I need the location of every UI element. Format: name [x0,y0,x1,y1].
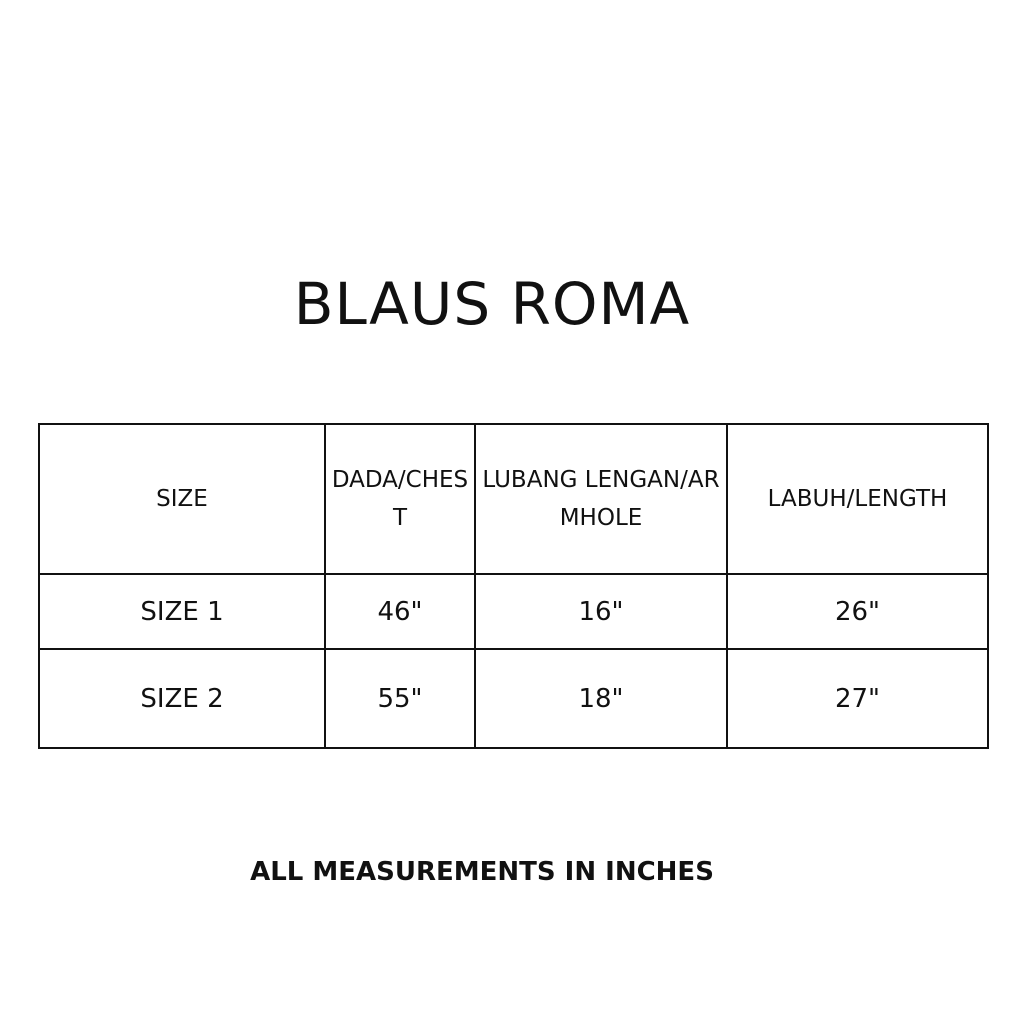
page-title: BLAUS ROMA [293,270,691,338]
cell-armhole: 18" [475,649,727,748]
cell-chest: 46" [325,574,475,649]
cell-chest: 55" [325,649,475,748]
table-header-row [39,424,988,574]
header-length: LABUH/LENGTH [727,424,988,574]
size-chart-table [38,423,989,749]
table-row [39,649,988,748]
cell-length: 26" [727,574,988,649]
cell-armhole: 16" [475,574,727,649]
cell-size: SIZE 2 [39,649,325,748]
header-size: SIZE [39,424,325,574]
cell-size: SIZE 1 [39,574,325,649]
cell-length: 27" [727,649,988,748]
table-row [39,574,988,649]
header-armhole: LUBANG LENGAN/ARMHOLE [475,424,727,574]
measurement-note: ALL MEASUREMENTS IN INCHES [250,857,714,887]
header-chest: DADA/CHEST [325,424,475,574]
